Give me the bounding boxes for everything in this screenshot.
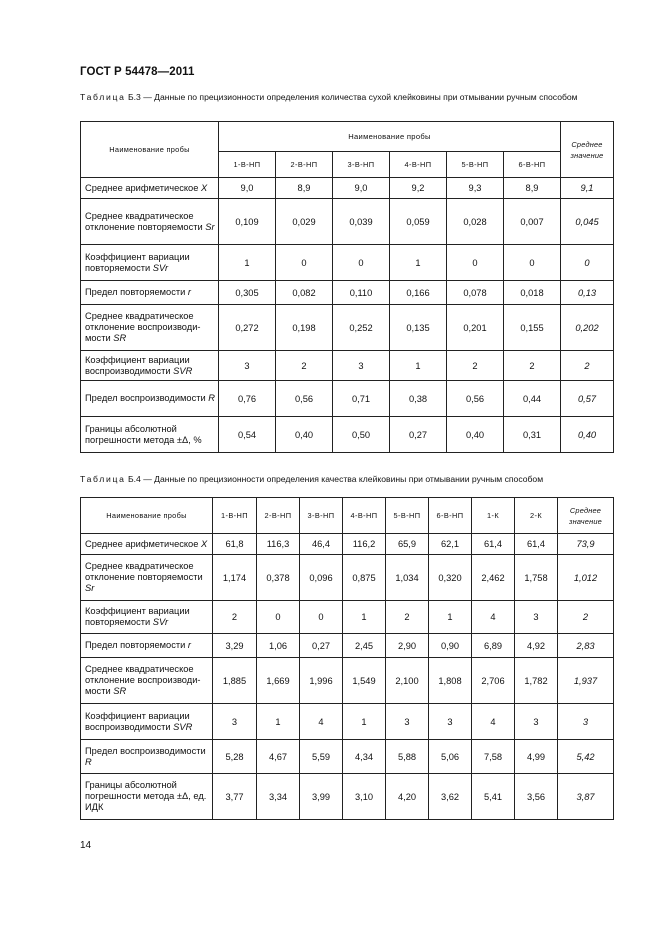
cell-value: 5,28: [213, 740, 257, 774]
cell-value: 2,90: [386, 634, 429, 658]
cell-value: 0: [276, 245, 333, 281]
cell-value: 0,039: [333, 199, 390, 245]
table-b3-body: [81, 178, 614, 453]
cell-value: 0,135: [390, 305, 447, 351]
table-row: [81, 199, 614, 245]
table-b4-caption-label: Таблица: [80, 474, 126, 484]
cell-value: 3: [429, 704, 472, 740]
row-label: [81, 417, 219, 453]
cell-value: 5,88: [386, 740, 429, 774]
cell-value: 8,9: [504, 178, 561, 199]
cell-value: 0,54: [219, 417, 276, 453]
table-row: [81, 417, 614, 453]
table-row: [81, 601, 614, 634]
cell-average: 2: [561, 351, 614, 381]
column-header: 3-В-НП: [333, 152, 390, 178]
cell-value: 0,875: [343, 555, 386, 601]
row-label-text: Границы абсолютной погрешности метода ±Δ, %: [85, 423, 202, 445]
row-label-text: Среднее квадратическое отклонение повторяемости: [85, 210, 203, 232]
table-row: [81, 634, 614, 658]
cell-value: 0,27: [390, 417, 447, 453]
cell-value: 0: [257, 601, 300, 634]
cell-value: 1: [343, 704, 386, 740]
table-b4-header-avg: Среднее значение: [558, 498, 614, 534]
cell-value: 0,40: [447, 417, 504, 453]
column-header: 2-В-НП: [257, 498, 300, 534]
cell-value: 0,378: [257, 555, 300, 601]
cell-value: 0,27: [300, 634, 343, 658]
cell-average: 73,9: [558, 534, 614, 555]
row-symbol: R: [208, 393, 215, 403]
cell-value: 65,9: [386, 534, 429, 555]
column-header: 5-В-НП: [447, 152, 504, 178]
cell-value: 3: [333, 351, 390, 381]
column-header: 6-В-НП: [429, 498, 472, 534]
column-header: 6-В-НП: [504, 152, 561, 178]
cell-average: 0,045: [561, 199, 614, 245]
cell-value: 0,028: [447, 199, 504, 245]
row-symbol: R: [85, 756, 92, 767]
table-b3-caption-label: Таблица: [80, 92, 126, 102]
table-row: [81, 245, 614, 281]
cell-average: 0,202: [561, 305, 614, 351]
cell-value: 6,89: [472, 634, 515, 658]
cell-value: 2,462: [472, 555, 515, 601]
cell-value: 2,100: [386, 658, 429, 704]
cell-value: 61,4: [472, 534, 515, 555]
cell-value: 9,3: [447, 178, 504, 199]
table-b3-header-name: Наименование пробы: [81, 122, 219, 178]
table-row: [81, 534, 614, 555]
table-row: [81, 305, 614, 351]
cell-value: 0,201: [447, 305, 504, 351]
cell-value: 3,56: [515, 774, 558, 820]
cell-value: 5,59: [300, 740, 343, 774]
row-label: [81, 534, 213, 555]
cell-average: 0,13: [561, 281, 614, 305]
cell-value: 0,320: [429, 555, 472, 601]
document-code: ГОСТ Р 54478—2011: [80, 66, 195, 78]
cell-average: 3,87: [558, 774, 614, 820]
row-label-text: Предел повторяемости: [85, 640, 186, 650]
row-symbol: SR: [113, 333, 127, 343]
row-label: [81, 351, 219, 381]
cell-value: 0,71: [333, 381, 390, 417]
cell-value: 0,40: [276, 417, 333, 453]
row-label: [81, 634, 213, 658]
cell-value: 4,99: [515, 740, 558, 774]
table-b4-body: [81, 534, 614, 820]
row-label-text: Коэффициент вариации повторяемости: [85, 251, 190, 273]
cell-value: 0,50: [333, 417, 390, 453]
cell-value: 116,3: [257, 534, 300, 555]
cell-value: 1: [219, 245, 276, 281]
cell-value: 0,252: [333, 305, 390, 351]
cell-value: 1,782: [515, 658, 558, 704]
cell-value: 4,34: [343, 740, 386, 774]
column-header: 1-К: [472, 498, 515, 534]
column-header: 5-В-НП: [386, 498, 429, 534]
column-header: 2-В-НП: [276, 152, 333, 178]
cell-value: 61,8: [213, 534, 257, 555]
table-b3-caption-text: Б.3 — Данные по прецизионности определения количества сухой клейковины при отмывании ручным способом: [128, 92, 578, 102]
cell-value: 2: [447, 351, 504, 381]
cell-value: 0,38: [390, 381, 447, 417]
table-b3-header-avg: Среднее значение: [561, 122, 614, 178]
row-label: [81, 658, 213, 704]
cell-value: 0,109: [219, 199, 276, 245]
cell-value: 0,166: [390, 281, 447, 305]
row-symbol: SVR: [173, 721, 193, 732]
cell-average: 0,57: [561, 381, 614, 417]
cell-value: 0,029: [276, 199, 333, 245]
table-row: [81, 704, 614, 740]
row-label-text: Среднее квадратическое отклонение повторяемости: [85, 561, 203, 582]
row-label: [81, 245, 219, 281]
cell-value: 1,808: [429, 658, 472, 704]
cell-average: 0: [561, 245, 614, 281]
cell-value: 4,20: [386, 774, 429, 820]
cell-value: 0,082: [276, 281, 333, 305]
cell-value: 0: [300, 601, 343, 634]
cell-value: 3,62: [429, 774, 472, 820]
column-header: 1-В-НП: [219, 152, 276, 178]
cell-value: 0,76: [219, 381, 276, 417]
cell-value: 1,669: [257, 658, 300, 704]
cell-value: 0,078: [447, 281, 504, 305]
cell-value: 0,31: [504, 417, 561, 453]
table-b4-header-name: Наименование пробы: [81, 498, 213, 534]
cell-value: 9,0: [219, 178, 276, 199]
cell-value: 4: [472, 704, 515, 740]
row-label: [81, 199, 219, 245]
row-label-text: Среднее квадратическое отклонение воспроизводи-мости: [85, 664, 201, 696]
cell-value: 0,059: [390, 199, 447, 245]
cell-value: 1,885: [213, 658, 257, 704]
row-symbol: X: [201, 182, 208, 193]
row-label-text: Границы абсолютной погрешности метода ±Δ, ед. ИДК: [85, 780, 207, 812]
row-symbol: r: [187, 640, 192, 650]
cell-value: 5,41: [472, 774, 515, 820]
cell-value: 3: [515, 704, 558, 740]
cell-value: 1: [390, 351, 447, 381]
cell-value: 116,2: [343, 534, 386, 555]
column-header: 4-В-НП: [390, 152, 447, 178]
row-symbol: X: [201, 538, 208, 549]
table-row: [81, 658, 614, 704]
table-b3: [80, 121, 614, 453]
row-label: [81, 281, 219, 305]
row-symbol: Sr: [85, 583, 95, 593]
cell-value: 1: [343, 601, 386, 634]
row-label-text: Среднее арифметическое: [85, 182, 199, 193]
cell-value: 62,1: [429, 534, 472, 555]
cell-value: 0,155: [504, 305, 561, 351]
table-b4-caption: [80, 474, 616, 486]
row-symbol: SR: [113, 686, 127, 696]
cell-value: 1: [429, 601, 472, 634]
cell-value: 1,549: [343, 658, 386, 704]
cell-average: 1,937: [558, 658, 614, 704]
cell-average: 0,40: [561, 417, 614, 453]
cell-value: 3: [515, 601, 558, 634]
cell-average: 2: [558, 601, 614, 634]
row-symbol: SVr: [152, 617, 169, 627]
cell-value: 0,198: [276, 305, 333, 351]
cell-value: 0,56: [447, 381, 504, 417]
cell-value: 4: [472, 601, 515, 634]
row-label: [81, 704, 213, 740]
cell-value: 0,110: [333, 281, 390, 305]
cell-value: 1,758: [515, 555, 558, 601]
cell-value: 3,34: [257, 774, 300, 820]
cell-value: 3: [219, 351, 276, 381]
row-symbol: r: [187, 287, 192, 297]
cell-value: 2: [213, 601, 257, 634]
cell-value: 1,174: [213, 555, 257, 601]
cell-value: 46,4: [300, 534, 343, 555]
cell-value: 3,10: [343, 774, 386, 820]
table-row: [81, 281, 614, 305]
cell-value: 1: [390, 245, 447, 281]
cell-value: 9,2: [390, 178, 447, 199]
cell-value: 0: [504, 245, 561, 281]
cell-value: 1,06: [257, 634, 300, 658]
cell-average: 5,42: [558, 740, 614, 774]
cell-value: 4,92: [515, 634, 558, 658]
row-label: [81, 740, 213, 774]
column-header: 1-В-НП: [213, 498, 257, 534]
cell-value: 3,29: [213, 634, 257, 658]
column-header: 4-В-НП: [343, 498, 386, 534]
cell-average: 2,83: [558, 634, 614, 658]
row-label-text: Коэффициент вариации воспроизводимости: [85, 354, 190, 376]
cell-value: 2: [504, 351, 561, 381]
table-row: [81, 555, 614, 601]
table-row: [81, 351, 614, 381]
column-header: 2-К: [515, 498, 558, 534]
row-label-text: Коэффициент вариации повторяемости: [85, 606, 190, 627]
row-symbol: SVr: [152, 262, 169, 273]
cell-value: 5,06: [429, 740, 472, 774]
table-row: [81, 178, 614, 199]
cell-value: 3: [213, 704, 257, 740]
cell-value: 9,0: [333, 178, 390, 199]
cell-value: 2,706: [472, 658, 515, 704]
cell-value: 0: [447, 245, 504, 281]
cell-value: 3: [386, 704, 429, 740]
cell-value: 0,007: [504, 199, 561, 245]
cell-value: 0,272: [219, 305, 276, 351]
cell-value: 1: [257, 704, 300, 740]
table-row: [81, 774, 614, 820]
page-number: 14: [80, 840, 92, 851]
table-row: [81, 381, 614, 417]
column-header: 3-В-НП: [300, 498, 343, 534]
cell-value: 2,45: [343, 634, 386, 658]
row-label-text: Предел воспроизводимости: [85, 745, 206, 756]
row-label: [81, 774, 213, 820]
row-symbol: Sr: [205, 221, 215, 232]
cell-value: 0,018: [504, 281, 561, 305]
cell-value: 2: [276, 351, 333, 381]
cell-value: 0,44: [504, 381, 561, 417]
table-b4: [80, 497, 614, 820]
cell-value: 0,305: [219, 281, 276, 305]
row-label-text: Коэффициент вариации воспроизводимости: [85, 710, 190, 732]
row-label: [81, 305, 219, 351]
cell-average: 3: [558, 704, 614, 740]
table-b4-caption-text: Б.4 — Данные по прецизионности определения качества клейковины при отмывании ручным способом: [128, 474, 544, 484]
row-label-text: Среднее арифметическое: [85, 538, 199, 549]
row-label-text: Среднее квадратическое отклонение воспроизводи-мости: [85, 311, 201, 343]
cell-value: 0: [333, 245, 390, 281]
row-symbol: SVR: [173, 365, 193, 376]
cell-value: 0,096: [300, 555, 343, 601]
row-label: [81, 555, 213, 601]
table-row: [81, 740, 614, 774]
cell-average: 1,012: [558, 555, 614, 601]
cell-average: 9,1: [561, 178, 614, 199]
row-label: [81, 601, 213, 634]
table-b3-caption: [80, 92, 616, 104]
table-b3-header-group: Наименование пробы: [219, 122, 561, 152]
cell-value: 7,58: [472, 740, 515, 774]
cell-value: 3,77: [213, 774, 257, 820]
cell-value: 8,9: [276, 178, 333, 199]
cell-value: 2: [386, 601, 429, 634]
cell-value: 4: [300, 704, 343, 740]
cell-value: 1,996: [300, 658, 343, 704]
cell-value: 0,90: [429, 634, 472, 658]
cell-value: 4,67: [257, 740, 300, 774]
row-label-text: Предел повторяемости: [85, 287, 186, 297]
row-label: [81, 178, 219, 199]
cell-value: 61,4: [515, 534, 558, 555]
cell-value: 3,99: [300, 774, 343, 820]
row-label-text: Предел воспроизводимости: [85, 393, 206, 403]
table-b4-header-row: [81, 498, 614, 534]
row-label: [81, 381, 219, 417]
cell-value: 1,034: [386, 555, 429, 601]
cell-value: 0,56: [276, 381, 333, 417]
